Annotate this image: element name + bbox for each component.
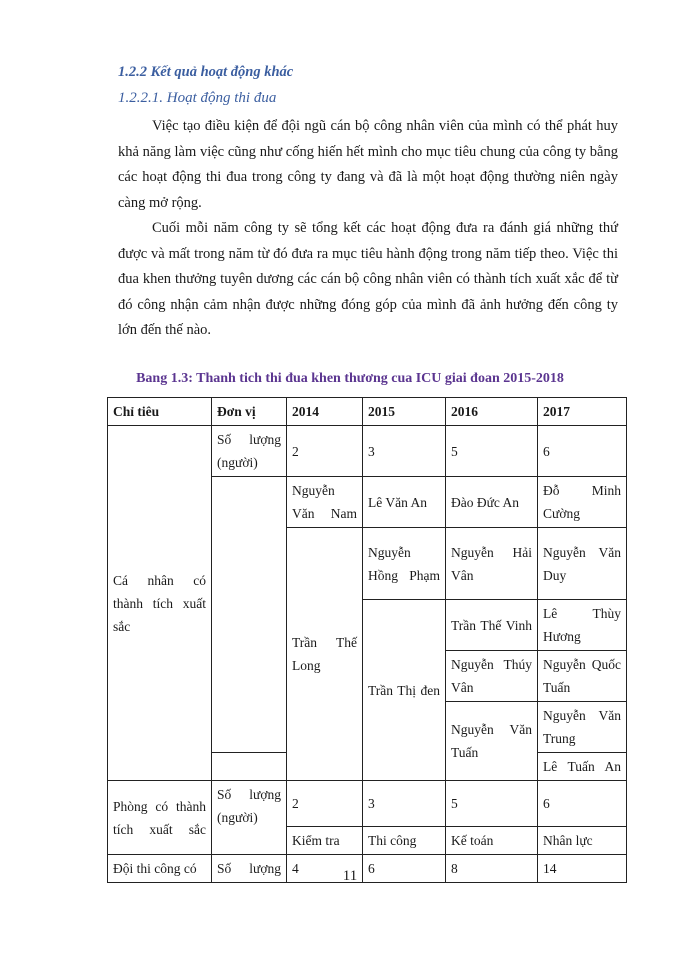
name-cell: Đỗ Minh Cường <box>538 477 627 528</box>
row-label-department: Phòng có thành tích xuất sắc <box>108 781 212 855</box>
count-cell: 8 <box>446 855 538 883</box>
count-cell: 2 <box>287 781 363 827</box>
name-cell: Nguyễn Thúy Vân <box>446 651 538 702</box>
paragraph-2: Cuối mỗi năm công ty sẽ tổng kết các hoạt động đưa ra đánh giá những thứ được và mất trong năm từ đó đưa ra mục tiêu hành động trong năm tiếp theo. Việc thi đua khen thưởng tuyên dương các cán bộ công nhân viên có thành tích xuất xắc để từ đó công nhận cảm nhận được những đóng góp của mình đã ảnh hưởng đến công ty lớn đến thế nào. <box>118 220 618 338</box>
table-row <box>108 781 627 827</box>
header-cell: 2014 <box>287 398 363 426</box>
name-cell: Kiểm tra <box>287 827 363 855</box>
count-cell: 2 <box>287 426 363 477</box>
name-cell: Kế toán <box>446 827 538 855</box>
name-cell: Nguyễn Quốc Tuấn <box>538 651 627 702</box>
name-cell: Lê Tuấn An <box>538 753 627 781</box>
unit-cell-empty <box>212 753 287 781</box>
count-cell: 5 <box>446 426 538 477</box>
table-caption: Bang 1.3: Thanh tich thi đua khen thương cua ICU giai đoan 2015-2018 <box>136 371 564 386</box>
header-cell: 2016 <box>446 398 538 426</box>
name-cell: Nguyễn Hải Vân <box>446 528 538 600</box>
subsection-heading: 1.2.2.1. Hoạt động thi đua <box>118 90 277 106</box>
header-cell: 2017 <box>538 398 627 426</box>
name-cell: Nguyễn Văn Tuấn <box>446 702 538 781</box>
name-cell: Thi công <box>363 827 446 855</box>
name-cell: Nguyễn Văn Nam <box>287 477 363 528</box>
table-header-row <box>108 398 627 426</box>
paragraph-1: Việc tạo điều kiện để đội ngũ cán bộ công nhân viên của mình có thể phát huy khả năng làm việc cũng như cống hiến hết mình cho mục tiêu chung của công ty bằng các hoạt động thi đua trong công ty đang và đã là một hoạt động thường niên ngày càng mở rộng. <box>118 118 618 211</box>
count-cell: 3 <box>363 426 446 477</box>
name-cell: Nguyễn Văn Duy <box>538 528 627 600</box>
awards-table <box>107 397 627 883</box>
unit-cell: Số lượng <box>212 855 287 883</box>
count-cell: 4 <box>287 855 363 883</box>
header-cell: Chỉ tiêu <box>108 398 212 426</box>
unit-cell: Số lượng (người) <box>212 781 287 855</box>
page-number: 11 <box>342 868 358 884</box>
count-cell: 6 <box>538 781 627 827</box>
unit-cell: Số lượng (người) <box>212 426 287 477</box>
row-label-team: Đội thi công có <box>108 855 212 883</box>
section-heading: 1.2.2 Kết quả hoạt động khác <box>118 64 294 80</box>
count-cell: 5 <box>446 781 538 827</box>
count-cell: 6 <box>538 426 627 477</box>
header-cell: 2015 <box>363 398 446 426</box>
count-cell: 3 <box>363 781 446 827</box>
table-row <box>108 426 627 477</box>
name-cell: Lê Văn An <box>363 477 446 528</box>
count-cell: 14 <box>538 855 627 883</box>
name-cell: Nhân lực <box>538 827 627 855</box>
unit-cell-empty <box>212 477 287 753</box>
name-cell: Trần Thế Long <box>287 528 363 781</box>
name-cell: Nguyễn Hồng Phạm <box>363 528 446 600</box>
name-cell: Trần Thế Vinh <box>446 600 538 651</box>
name-cell: Nguyễn Văn Trung <box>538 702 627 753</box>
name-cell: Đào Đức An <box>446 477 538 528</box>
count-cell: 6 <box>363 855 446 883</box>
name-cell: Lê Thùy Hương <box>538 600 627 651</box>
row-label-individual: Cá nhân có thành tích xuất sắc <box>108 426 212 781</box>
header-cell: Đơn vị <box>212 398 287 426</box>
name-cell: Trần Thị đen <box>363 600 446 781</box>
